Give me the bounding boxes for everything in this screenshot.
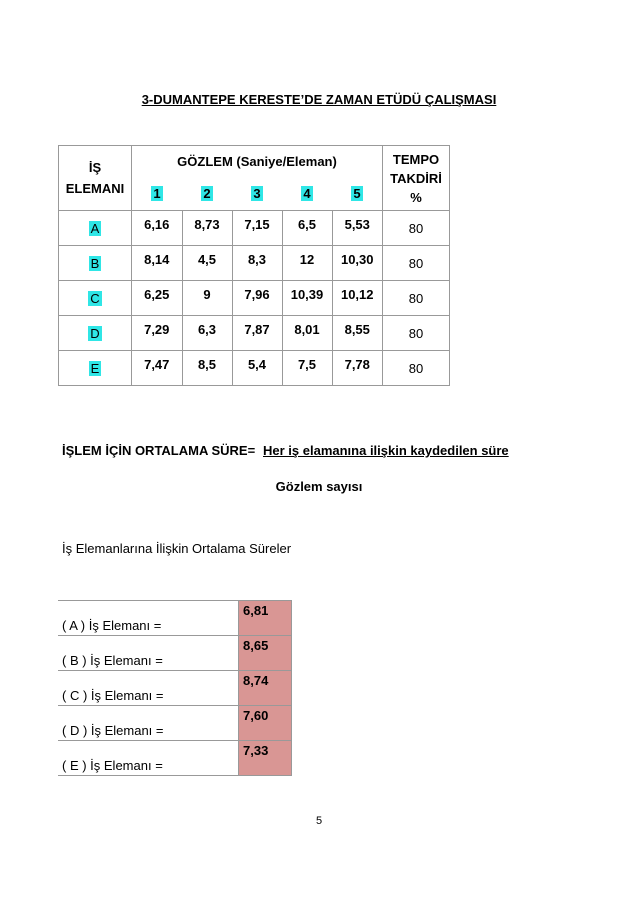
- observation-row: [59, 211, 450, 246]
- worker-label: E: [59, 351, 132, 386]
- averages-table: [58, 600, 292, 776]
- observation-value: 8,14: [132, 246, 183, 281]
- average-row: [58, 741, 292, 776]
- observation-number: 4: [282, 176, 332, 211]
- observation-value: 9: [182, 281, 232, 316]
- observation-value: 8,3: [232, 246, 282, 281]
- formula-denominator: Gözlem sayısı: [275, 479, 363, 494]
- formula-lhs: İŞLEM İÇİN ORTALAMA SÜRE=: [62, 443, 256, 458]
- observation-row: [59, 281, 450, 316]
- worker-label: B: [59, 246, 132, 281]
- worker-label: A: [59, 211, 132, 246]
- observation-value: 10,12: [332, 281, 383, 316]
- observation-row: [59, 351, 450, 386]
- observation-value: 7,47: [132, 351, 183, 386]
- tempo-value: 80: [383, 316, 450, 351]
- average-row: [58, 636, 292, 671]
- average-label: ( E ) İş Elemanı =: [58, 741, 239, 776]
- observation-value: 10,30: [332, 246, 383, 281]
- observation-number: 3: [232, 176, 282, 211]
- worker-header: [59, 146, 132, 211]
- observation-value: 8,73: [182, 211, 232, 246]
- document-title: 3-DUMANTEPE KERESTE’DE ZAMAN ETÜDÜ ÇALIŞMASI: [141, 92, 497, 107]
- tempo-header: [383, 146, 450, 211]
- observation-value: 7,15: [232, 211, 282, 246]
- average-label: ( A ) İş Elemanı =: [58, 601, 239, 636]
- observation-value: 6,3: [182, 316, 232, 351]
- tempo-value: 80: [383, 211, 450, 246]
- observation-row: [59, 316, 450, 351]
- observation-table: [58, 145, 450, 386]
- observation-value: 5,4: [232, 351, 282, 386]
- observation-value: 8,01: [282, 316, 332, 351]
- observation-value: 6,25: [132, 281, 183, 316]
- observation-value: 10,39: [282, 281, 332, 316]
- observation-value: 8,55: [332, 316, 383, 351]
- average-label: ( D ) İş Elemanı =: [58, 706, 239, 741]
- average-row: [58, 601, 292, 636]
- average-row: [58, 671, 292, 706]
- observation-value: 7,29: [132, 316, 183, 351]
- worker-header-line1: İŞ: [88, 160, 102, 175]
- tempo-header-line3: %: [410, 189, 422, 205]
- observation-value: 6,5: [282, 211, 332, 246]
- observation-value: 7,87: [232, 316, 282, 351]
- observation-value: 6,16: [132, 211, 183, 246]
- observation-value: 7,78: [332, 351, 383, 386]
- formula-numerator: Her iş elamanına ilişkin kaydedilen süre: [263, 443, 509, 458]
- tempo-header-line2: TAKDİRİ: [390, 170, 442, 186]
- observation-value: 12: [282, 246, 332, 281]
- average-row: [58, 706, 292, 741]
- tempo-value: 80: [383, 246, 450, 281]
- tempo-value: 80: [383, 351, 450, 386]
- page-number: 5: [315, 815, 323, 827]
- average-value: 7,33: [239, 741, 292, 776]
- observation-number: 5: [332, 176, 383, 211]
- worker-label: C: [59, 281, 132, 316]
- observation-value: 8,5: [182, 351, 232, 386]
- observation-value: 5,53: [332, 211, 383, 246]
- averages-heading: İş Elemanlarına İlişkin Ortalama Süreler: [62, 541, 292, 556]
- average-value: 8,65: [239, 636, 292, 671]
- average-value: 8,74: [239, 671, 292, 706]
- average-label: ( C ) İş Elemanı =: [58, 671, 239, 706]
- tempo-value: 80: [383, 281, 450, 316]
- tempo-header-line1: TEMPO: [392, 151, 440, 167]
- worker-label: D: [59, 316, 132, 351]
- observation-value: 7,5: [282, 351, 332, 386]
- worker-header-line2: ELEMANI: [65, 181, 125, 196]
- average-label: ( B ) İş Elemanı =: [58, 636, 239, 671]
- average-value: 7,60: [239, 706, 292, 741]
- observation-value: 7,96: [232, 281, 282, 316]
- observation-header: GÖZLEM (Saniye/Eleman): [132, 146, 383, 177]
- observation-number: 1: [132, 176, 183, 211]
- average-value: 6,81: [239, 601, 292, 636]
- observation-value: 4,5: [182, 246, 232, 281]
- observation-row: [59, 246, 450, 281]
- observation-number: 2: [182, 176, 232, 211]
